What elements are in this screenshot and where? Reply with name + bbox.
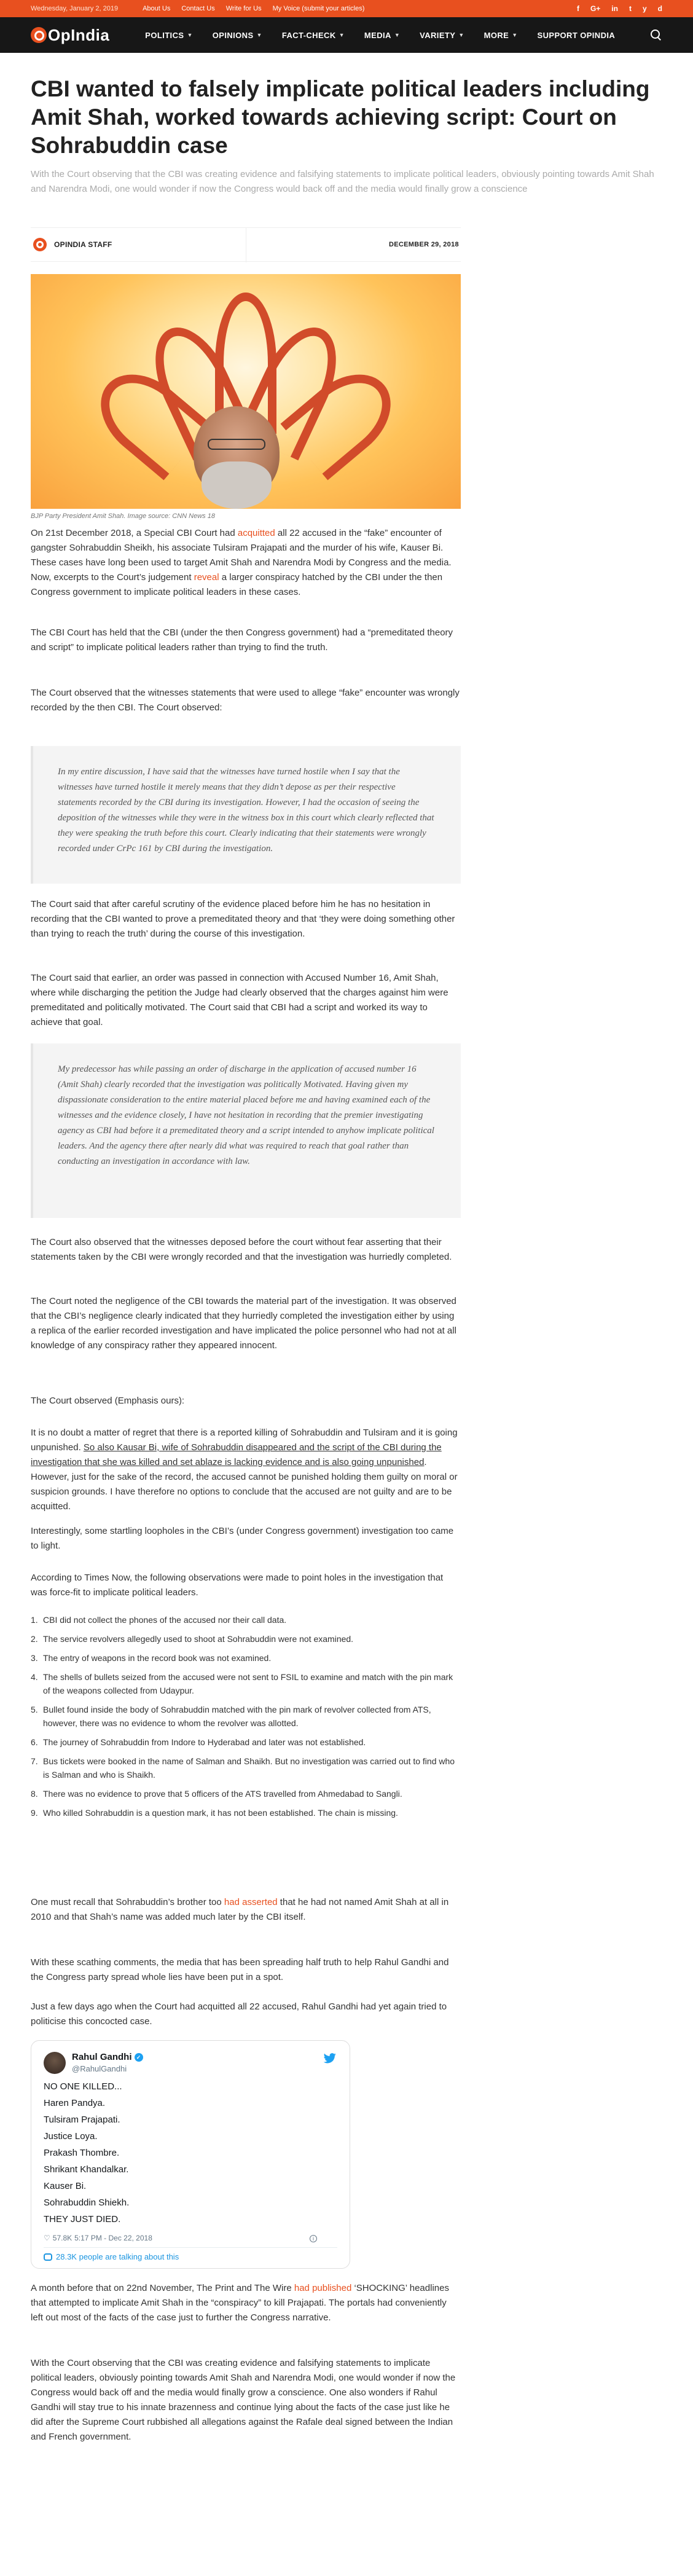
top-links (143, 5, 364, 12)
info-icon[interactable]: i (310, 2235, 317, 2242)
list-number: 2. (31, 1634, 38, 1644)
nav-label: MORE (484, 30, 509, 40)
list-item (31, 1806, 461, 1820)
text: It is no doubt a matter of regret that there is a reported killing of Sohrabuddin and Tulsiram and it is going unpunished. (31, 1427, 458, 1453)
list-number: 9. (31, 1808, 38, 1818)
paragraph-13: With these scathing comments, the media that has been spreading half truth to help Rahul Gandhi and the Congress party spread whole lies have been put in a spot. (31, 1957, 449, 1982)
list-item (31, 1787, 461, 1800)
facebook-icon[interactable]: f (576, 4, 579, 13)
twitter-icon[interactable]: t (628, 4, 632, 13)
youtube-icon[interactable]: y (642, 4, 647, 13)
had-published-link[interactable]: had published (294, 2283, 352, 2293)
twitter-bird-icon[interactable] (323, 2053, 337, 2064)
list-text: There was no evidence to prove that 5 officers of the ATS travelled from Ahmedabad to Sangli. (43, 1789, 402, 1799)
portrait-glasses (208, 439, 265, 450)
portrait-beard (202, 461, 272, 509)
like-count: 57.8K (52, 2234, 72, 2242)
list-text: Bus tickets were booked in the name of Salman and Shaikh. But no investigation was carried out to find who is Salman and who is Shaikh. (43, 1756, 455, 1780)
paragraph-14: Just a few days ago when the Court had acquitted all 22 accused, Rahul Gandhi had yet again tried to politicise this concocted case. (31, 2001, 447, 2027)
paragraph-1 (31, 526, 461, 600)
nav-label: SUPPORT OPINDIA (537, 30, 616, 40)
google-plus-icon[interactable]: G+ (590, 4, 601, 13)
author-avatar (33, 238, 47, 251)
list-text: The journey of Sohrabuddin from Indore to Hyderabad and later was not established. (43, 1737, 366, 1747)
chevron-down-icon: ▼ (512, 32, 518, 38)
tweet-conversation-link[interactable] (44, 2252, 179, 2261)
paragraph-2: The CBI Court has held that the CBI (under the then Congress government) had a “premeditated theory and script” to implicate political leaders rather than trying to find the truth. (31, 627, 453, 653)
chevron-down-icon: ▼ (256, 32, 262, 38)
text: all 22 accused in the “fake” encounter of gangster Sohrabuddin Sheikh, his associate Tulsiram Prajapati and the murder of his wife, Kauser Bi. These cases have long been used to target Amit Shah and Narendra Modi by Congress and the media. Now, excerpts to the Court’s judgement (31, 528, 452, 583)
quote-text: My predecessor has while passing an order of discharge in the application of accused number 16 (Amit Shah) clearly recorded that the investigation was politically Motivated. Having given my dispassionate consideration to the entire material placed before me and having examined each of the witnesses and the evidence closely, I have not hesitation in recording that the premier investigating agency as CBI had before it a premeditated theory and a script intended to anyhow implicate political leaders. And the agency there after nearly did what was required to reach that goal rather than conducting an investigation in accordance with law. (58, 1064, 434, 1166)
tweet-handle[interactable]: @RahulGandhi (72, 2064, 127, 2073)
tweet-avatar[interactable] (44, 2052, 66, 2074)
list-item (31, 1735, 461, 1749)
tweet-stats (44, 2234, 152, 2242)
tweet-line: Sohrabuddin Shiekh. (44, 2197, 130, 2208)
paragraph-12 (31, 1895, 461, 1925)
tweet-line: THEY JUST DIED. (44, 2214, 121, 2225)
nav-menu (145, 31, 615, 40)
nav-label: POLITICS (145, 30, 184, 40)
paragraph-15 (31, 2281, 461, 2325)
main-nav (0, 17, 693, 53)
search-icon[interactable] (650, 29, 662, 41)
paragraph-10: Interestingly, some startling loopholes in the CBI’s (under Congress government) investigation too came to light. (31, 1526, 454, 1551)
list-text: CBI did not collect the phones of the accused nor their call data. (43, 1615, 287, 1625)
list-item (31, 1670, 461, 1697)
current-date: Wednesday, January 2, 2019 (31, 5, 119, 12)
quote-text: In my entire discussion, I have said that the witnesses have turned hostile when I say that the witnesses have turned hostile it merely means that they didn’t depose as per their respective statements recorded by the CBI during its investigation. However, I had the occasion of seeing the deposition of the witnesses while they were in the witness box in this court which clearly reflected that they were speaking the truth before this court. Clearly indicating that their statements were wrongly recorded under CrPc 161 by CBI during the investigation. (58, 767, 434, 854)
tweet-timestamp[interactable]: 5:17 PM - Dec 22, 2018 (74, 2234, 152, 2242)
chevron-down-icon: ▼ (394, 32, 401, 38)
emphasis-text: So also Kausar Bi, wife of Sohrabuddin disappeared and the script of the CBI during the investigation that she was killed and set ablaze is lacking evidence and is also going unpunished (31, 1442, 442, 1467)
list-number: 5. (31, 1705, 38, 1714)
verified-icon: ✓ (135, 2053, 143, 2062)
site-logo[interactable] (31, 23, 109, 47)
dailymotion-icon[interactable]: d (657, 4, 662, 13)
nav-item-opinions[interactable] (213, 31, 262, 40)
logo-icon (31, 27, 47, 43)
text: . However, just for the sake of the record, the accused cannot be punished holding them guilty on moral or suspicion grounds. I have therefore no options to conclude that the accused are not guilty and are to be acquitted. (31, 1457, 458, 1512)
tweet-line: Shrikant Khandalkar. (44, 2164, 129, 2175)
nav-label: FACT-CHECK (281, 30, 336, 40)
nav-label: VARIETY (420, 30, 456, 40)
nav-item-politics[interactable] (145, 31, 192, 40)
chevron-down-icon: ▼ (339, 32, 345, 38)
tweet-line: Prakash Thombre. (44, 2148, 120, 2158)
list-text: The entry of weapons in the record book was not examined. (43, 1653, 272, 1663)
list-text: The shells of bullets seized from the accused were not sent to FSIL to examine and match with the pin mark of the weapons collected from Udaypur. (43, 1672, 453, 1695)
my-voice-link[interactable]: My Voice (submit your articles) (272, 5, 365, 12)
chevron-down-icon: ▼ (458, 32, 464, 38)
blockquote-1 (31, 746, 461, 884)
list-text: The service revolvers allegedly used to shoot at Sohrabuddin were not examined. (43, 1634, 354, 1644)
about-us-link[interactable]: About Us (143, 5, 171, 12)
list-item (31, 1632, 461, 1646)
reveal-link[interactable]: reveal (194, 572, 219, 583)
nav-item-variety[interactable] (420, 31, 464, 40)
list-number: 4. (31, 1672, 38, 1682)
contact-us-link[interactable]: Contact Us (181, 5, 215, 12)
list-item (31, 1651, 461, 1665)
article-subtitle: With the Court observing that the CBI was creating evidence and falsifying statements to implicate political leaders, obviously pointing towards Amit Shah and Narendra Modi, one would wonder if now the Congress would back off and the media would finally grow a conscience (31, 169, 654, 194)
tweet-author-name: Rahul Gandhi (72, 2052, 132, 2062)
paragraph-7: The Court noted the negligence of the CBI towards the material part of the investigation. It was observed that the CBI’s negligence clearly indicated that they hurriedly completed the investigation either by using a replica of the earlier recorded investigation and have implicated the police personnel who had not at all knowledge of any conspiracy rather they appeared innocent. (31, 1296, 456, 1351)
paragraph-8: The Court observed (Emphasis ours): (31, 1396, 185, 1406)
text: that he had not named Amit Shah at all in 2010 and that Shah’s name was added much later by the CBI itself. (31, 1897, 449, 1922)
social-links (577, 4, 662, 13)
list-text: Who killed Sohrabuddin is a question mark, it has not been established. The chain is missing. (43, 1808, 398, 1818)
tweet-author[interactable] (72, 2052, 143, 2062)
speech-bubble-icon (44, 2253, 52, 2261)
tweet-line: Tulsiram Prajapati. (44, 2115, 120, 2125)
list-item (31, 1703, 461, 1730)
text: a larger conspiracy hatched by the CBI under the then Congress government to implicate political leaders in these cases. (31, 572, 443, 597)
tweet-line: Haren Pandya. (44, 2098, 106, 2108)
list-number: 8. (31, 1789, 38, 1799)
blockquote-2 (31, 1043, 461, 1218)
tweet-line: Justice Loya. (44, 2131, 98, 2142)
tweet-divider (44, 2247, 337, 2248)
nav-label: MEDIA (364, 30, 391, 40)
hero-image (31, 274, 461, 509)
list-number: 3. (31, 1653, 38, 1663)
article-meta (31, 227, 461, 262)
text: On 21st December 2018, a Special CBI Court had (31, 528, 238, 538)
embedded-tweet[interactable] (31, 2040, 350, 2269)
write-for-us-link[interactable]: Write for Us (225, 5, 262, 12)
paragraph-5: The Court said that earlier, an order was passed in connection with Accused Number 16, Amit Shah, where while discharging the petition the Judge had clearly observed that the charges against him were premeditated and politically motivated. The Court said that CBI had a script and worked its way to achieve that goal. (31, 973, 448, 1027)
paragraph-6: The Court also observed that the witnesses deposed before the court without fear asserting that their statements taken by the CBI were wrongly recorded and that the investigation was hurriedly completed. (31, 1237, 452, 1262)
nav-item-fact-check[interactable] (282, 31, 345, 40)
article-title: CBI wanted to falsely implicate political leaders including Amit Shah, worked towards achieving script: Court on Sohrabuddin case (31, 76, 650, 158)
tweet-line: NO ONE KILLED... (44, 2081, 122, 2092)
paragraph-3: The Court observed that the witnesses statements that were used to allege “fake” encounter was wrongly recorded by the then CBI. The Court observed: (31, 688, 460, 713)
acquitted-link[interactable]: acquitted (237, 528, 275, 538)
linkedin-icon[interactable]: in (611, 4, 618, 13)
list-text: Bullet found inside the body of Sohrabuddin matched with the pin mark of revolver collected from ATS, however, there was no evidence to whom the revolver was allotted. (43, 1705, 431, 1728)
nav-item-media[interactable] (364, 31, 400, 40)
publish-date: DECEMBER 29, 2018 (389, 241, 459, 248)
tweet-line: Kauser Bi. (44, 2181, 87, 2191)
text: ‘SHOCKING’ headlines that attempted to implicate Amit Shah in the “conspiracy” to kill Prajapati. The portals had conveniently left out most of the facts of the case just to further the Congress narrative. (31, 2283, 449, 2323)
list-number: 7. (31, 1756, 38, 1766)
list-number: 6. (31, 1737, 38, 1747)
paragraph-11: According to Times Now, the following observations were made to point holes in the investigation that was force-fit to implicate political leaders. (31, 1573, 444, 1598)
list-item (31, 1754, 461, 1781)
text: One must recall that Sohrabuddin’s brother too (31, 1897, 224, 1907)
author-name[interactable]: OPINDIA STAFF (54, 240, 112, 249)
top-bar (0, 0, 693, 17)
nav-label: OPINIONS (212, 30, 254, 40)
conversation-count: 28.3K people are talking about this (56, 2252, 179, 2261)
loophole-list (31, 1613, 461, 1825)
paragraph-9 (31, 1426, 461, 1514)
nav-item-more[interactable] (484, 31, 518, 40)
logo-text: OpIndia (48, 25, 110, 44)
image-caption: BJP Party President Amit Shah. Image source: CNN News 18 (31, 512, 215, 520)
paragraph-16: With the Court observing that the CBI was creating evidence and falsifying statements to implicate political leaders, obviously pointing towards Amit Shah and Narendra Modi, one would wonder if now the Congress would back off and the media would finally grow a conscience. One also wonders if Rahul Gandhi will stay true to his innate brazenness and continue lying about the facts of the case just like he did after the Supreme Court rubbished all allegations against the Rafale deal signed between the Indian and French government. (31, 2358, 456, 2442)
list-number: 1. (31, 1615, 38, 1625)
text: A month before that on 22nd November, The Print and The Wire (31, 2283, 294, 2293)
paragraph-4: The Court said that after careful scrutiny of the evidence placed before him he has no hesitation in recording that the CBI wanted to prove a premeditated theory and that ‘they were doing something other than trying to reach the truth’ during the course of this investigation. (31, 899, 455, 939)
heart-icon[interactable]: ♡ (44, 2234, 50, 2242)
had-asserted-link[interactable]: had asserted (224, 1897, 278, 1907)
nav-item-support-opindia[interactable] (538, 31, 616, 40)
list-item (31, 1613, 461, 1627)
chevron-down-icon: ▼ (187, 32, 193, 38)
